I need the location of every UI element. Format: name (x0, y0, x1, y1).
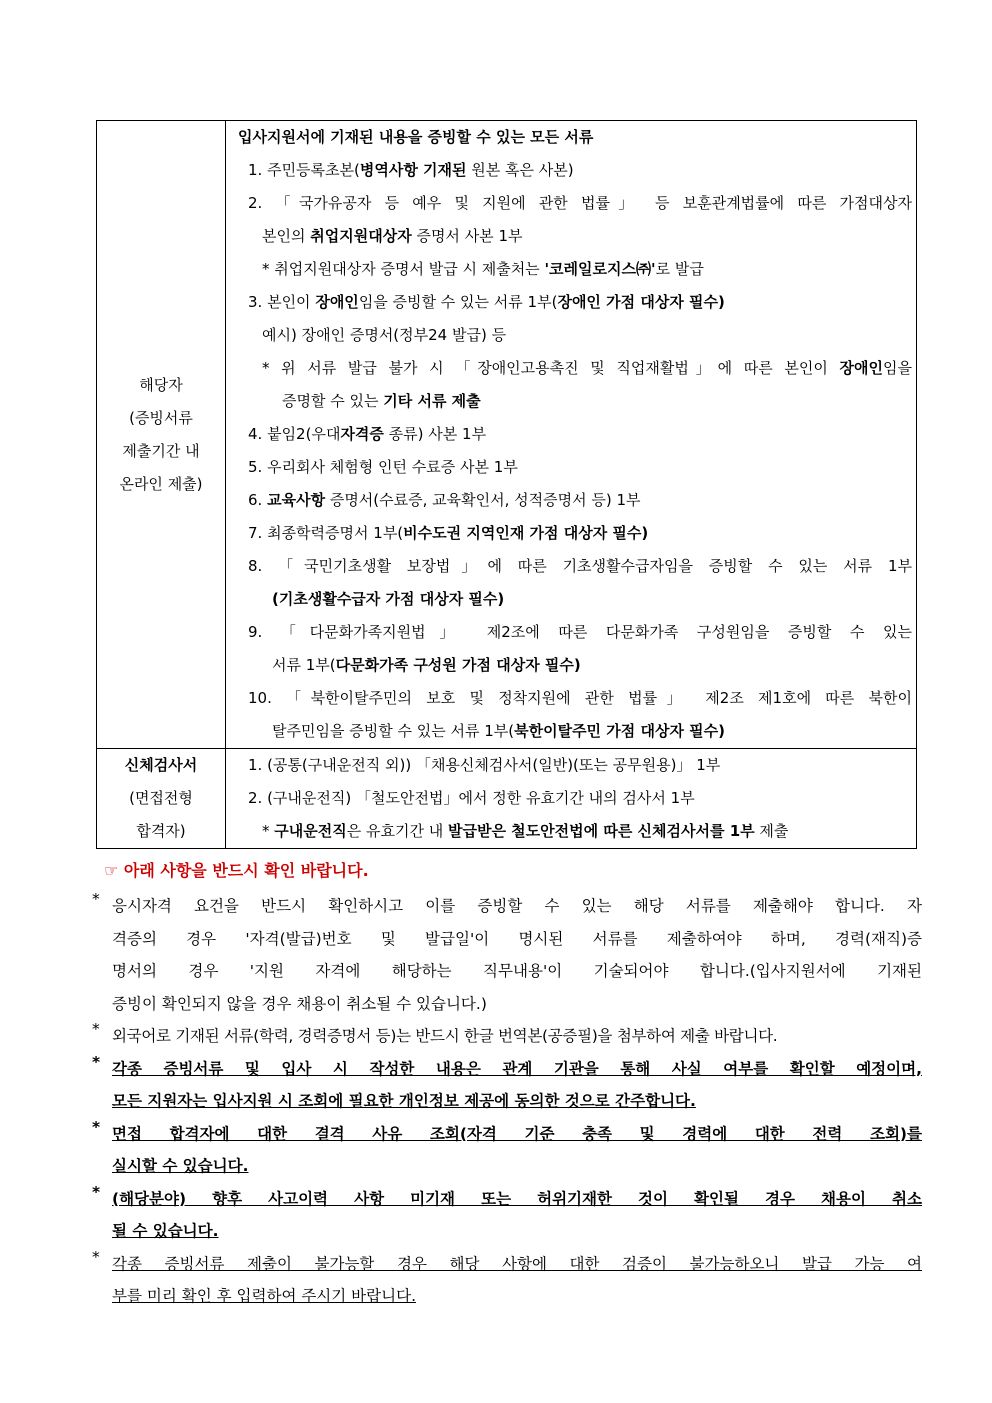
note-line: 각종 증빙서류 제출이 불가능할 경우 해당 사항에 대한 검증이 불가능하오니 발급 가능 여 (112, 1254, 922, 1273)
note-bullet: * (92, 1117, 101, 1136)
row-head-line: 온라인 제출) (119, 474, 203, 493)
row-head-medical (97, 749, 226, 849)
note-line: 명서의 경우 '지원 자격에 해당하는 직무내용'이 기술되어야 합니다.(입사지원서에 기재된 (112, 962, 922, 980)
note-item (92, 1183, 922, 1248)
documents-table (96, 120, 917, 849)
row-body-applicable (226, 121, 917, 749)
note-line: 각종 증빙서류 및 입사 시 작성한 내용은 관계 기관을 통해 사실 여부를 확인할 예정이며, (112, 1059, 922, 1078)
list-item: (기초생활수급자 가점 대상자 필수) (272, 590, 505, 608)
note-line: 외국어로 기재된 서류(학력, 경력증명서 등)는 반드시 한글 번역본(공증필)을 첨부하여 제출 바랍니다. (112, 1027, 778, 1045)
note-line: 면접 합격자에 대한 결격 사유 조회(자격 기준 충족 및 경력에 대한 전력 조회)를 (112, 1124, 922, 1143)
note-line: 격증의 경우 '자격(발급)번호 및 발급일'이 명시된 서류를 제출하여야 하며, 경력(재직)증 (112, 929, 922, 948)
note-bullet: * (92, 1052, 101, 1071)
list-item: 1. (공통(구내운전직 외)) 「채용신체검사서(일반)(또는 공무원용)」 1부 (248, 756, 721, 774)
row-head-line: (면접전형 (129, 789, 193, 807)
row-head-title: 신체검사서 (124, 756, 198, 774)
notes-list (92, 890, 922, 1313)
note-line: 될 수 있습니다. (112, 1222, 219, 1240)
note-line: 증빙이 확인되지 않을 경우 채용이 취소될 수 있습니다.) (112, 994, 487, 1013)
note-item (92, 1118, 922, 1183)
note-item (92, 1053, 922, 1118)
list-item: 2. 「국가유공자 등 예우 및 지원에 관한 법률」 등 보훈관계법률에 따른 가점대상자 (248, 194, 912, 212)
list-item: 4. 붙임2(우대자격증 종류) 사본 1부 (248, 425, 487, 443)
note-line: 응시자격 요건을 반드시 확인하시고 이를 증빙할 수 있는 해당 서류를 제출해야 합니다. 자 (112, 897, 922, 915)
note-bullet: * (92, 1020, 100, 1038)
note-bullet: * (92, 890, 100, 908)
note-item (92, 890, 922, 1020)
list-item: 5. 우리회사 체험형 인턴 수료증 사본 1부 (248, 458, 518, 476)
list-item: 서류 1부(다문화가족 구성원 가점 대상자 필수) (272, 656, 581, 674)
row-body-medical (226, 749, 917, 849)
list-item: 7. 최종학력증명서 1부(비수도권 지역인재 가점 대상자 필수) (248, 524, 649, 542)
list-item: * 위 서류 발급 불가 시 「장애인고용촉진 및 직업재활법」에 따른 본인이 장애인임을 (262, 359, 912, 377)
note-bullet: * (92, 1247, 100, 1266)
list-item: * 구내운전직은 유효기간 내 발급받은 철도안전법에 따른 신체검사서를 1부 제출 (262, 822, 789, 840)
note-item (92, 1020, 922, 1053)
list-item: 2. (구내운전직) 「철도안전법」에서 정한 유효기간 내의 검사서 1부 (248, 789, 695, 807)
list-item: 본인의 취업지원대상자 증명서 사본 1부 (262, 227, 523, 245)
list-item: 예시) 장애인 증명서(정부24 발급) 등 (262, 326, 507, 344)
note-line: 실시할 수 있습니다. (112, 1157, 249, 1175)
list-item: 증명할 수 있는 기타 서류 제출 (282, 392, 481, 410)
list-item: * 취업지원대상자 증명서 발급 시 제출처는 '코레일로지스㈜'로 발급 (262, 260, 704, 278)
row-head-applicable (97, 121, 226, 749)
note-line: 부를 미리 확인 후 입력하여 주시기 바랍니다. (112, 1287, 417, 1305)
list-item: 6. 교육사항 증명서(수료증, 교육확인서, 성적증명서 등) 1부 (248, 491, 641, 509)
list-intro: 입사지원서에 기재된 내용을 증빙할 수 있는 모든 서류 (238, 128, 594, 146)
notice-heading: ☞ 아래 사항을 반드시 확인 바랍니다. (104, 861, 369, 880)
row-head-line: 해당자 (139, 375, 183, 394)
note-bullet: * (92, 1182, 101, 1201)
list-item: 9. 「다문화가족지원법」 제2조에 따른 다문화가족 구성원임을 증빙할 수 있는 (248, 623, 912, 641)
note-item (92, 1248, 922, 1313)
list-item: 1. 주민등록초본(병역사항 기재된 원본 혹은 사본) (248, 161, 574, 179)
list-item: 3. 본인이 장애인임을 증빙할 수 있는 서류 1부(장애인 가점 대상자 필수) (248, 293, 725, 311)
list-item: 8. 「국민기초생활 보장법」에 따른 기초생활수급자임을 증빙할 수 있는 서류 1부 (248, 557, 912, 575)
list-item: 10. 「북한이탈주민의 보호 및 정착지원에 관한 법률」 제2조 제1호에 따른 북한이 (248, 689, 912, 707)
table-row-medical (97, 749, 917, 849)
row-head-line: (증빙서류 (129, 408, 193, 427)
row-head-line: 합격자) (136, 822, 186, 840)
note-line: (해당분야) 향후 사고이력 사항 미기재 또는 허위기재한 것이 확인될 경우 채용이 취소 (112, 1189, 922, 1208)
list-item: 탈주민임을 증빙할 수 있는 서류 1부(북한이탈주민 가점 대상자 필수) (272, 722, 726, 740)
row-head-line: 제출기간 내 (122, 441, 200, 460)
table-row-applicable (97, 121, 917, 749)
note-line: 모든 지원자는 입사지원 시 조회에 필요한 개인정보 제공에 동의한 것으로 간주합니다. (112, 1092, 696, 1110)
